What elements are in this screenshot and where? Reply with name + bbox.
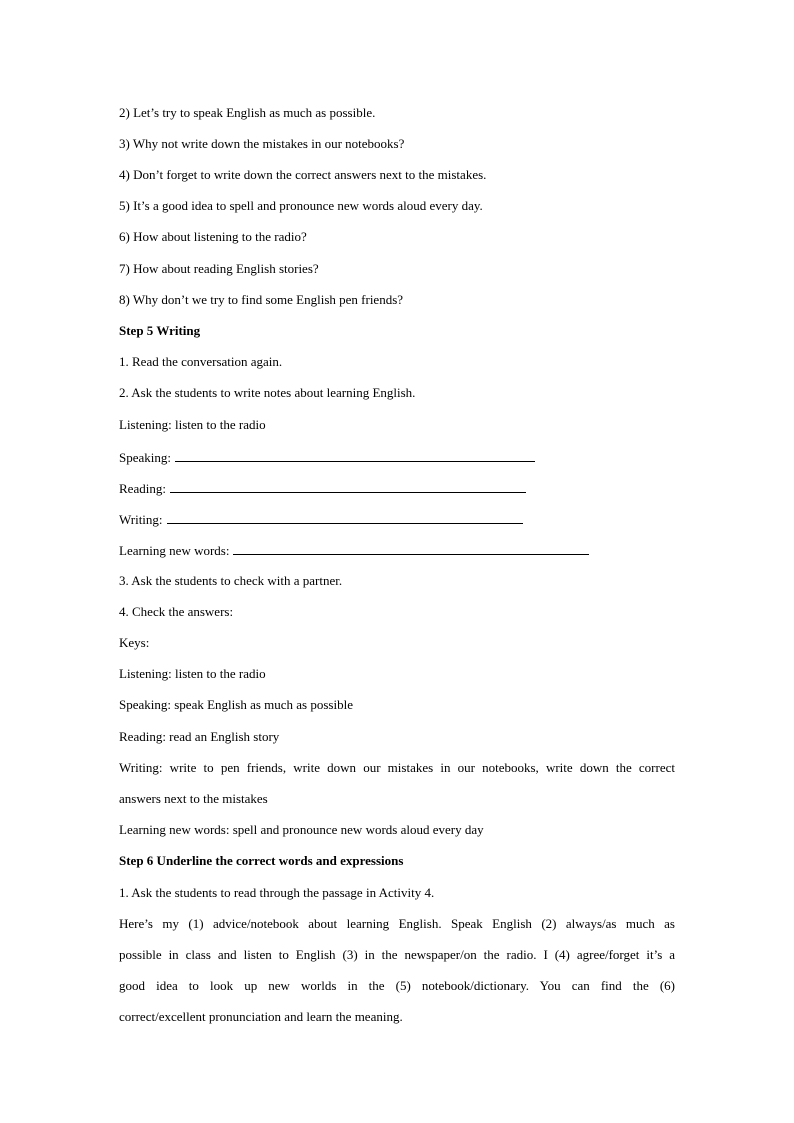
passage-line-4: correct/excellent pronunciation and learn the meaning.: [119, 1009, 403, 1024]
sentence-8: 8) Why don’t we try to find some English pen friends?: [119, 292, 404, 307]
speaking-blank-line: [175, 448, 535, 462]
sentence-2: 2) Let’s try to speak English as much as possible.: [119, 105, 376, 120]
notes-speaking-label: Speaking:: [119, 450, 171, 465]
learning-blank-line: [233, 541, 589, 555]
key-learning: Learning new words: spell and pronounce new words aloud every day: [119, 822, 484, 837]
passage-line-3: good idea to look up new worlds in the (5) notebook/dictionary. You can find the (6): [119, 978, 675, 993]
key-writing-line2: answers next to the mistakes: [119, 791, 268, 806]
notes-speaking-row: [119, 448, 675, 466]
notes-reading-row: [119, 479, 675, 497]
step5-item-4: 4. Check the answers:: [119, 604, 234, 619]
key-reading: Reading: read an English story: [119, 729, 280, 744]
step5-heading: Step 5 Writing: [119, 323, 201, 338]
step6-item-1: 1. Ask the students to read through the passage in Activity 4.: [119, 885, 435, 900]
notes-writing-label: Writing:: [119, 512, 163, 527]
writing-blank-line: [167, 510, 523, 524]
passage-line-2: possible in class and listen to English (3) in the newspaper/on the radio. I (4) agree/forget it’s a: [119, 947, 675, 962]
sentence-4: 4) Don’t forget to write down the correct answers next to the mistakes.: [119, 167, 487, 182]
sentence-7: 7) How about reading English stories?: [119, 261, 319, 276]
sentence-5: 5) It’s a good idea to spell and pronounce new words aloud every day.: [119, 198, 483, 213]
key-listening: Listening: listen to the radio: [119, 666, 266, 681]
sentence-3: 3) Why not write down the mistakes in our notebooks?: [119, 136, 405, 151]
notes-listening: Listening: listen to the radio: [119, 417, 266, 432]
keys-label: Keys:: [119, 635, 150, 650]
notes-learning-row: [119, 541, 675, 559]
notes-reading-label: Reading:: [119, 481, 166, 496]
reading-blank-line: [170, 479, 526, 493]
passage-line-1: Here’s my (1) advice/notebook about learning English. Speak English (2) always/as much as: [119, 916, 675, 931]
step5-item-2: 2. Ask the students to write notes about learning English.: [119, 385, 416, 400]
step5-item-1: 1. Read the conversation again.: [119, 354, 283, 369]
step6-heading: Step 6 Underline the correct words and expressions: [119, 853, 404, 868]
sentence-6: 6) How about listening to the radio?: [119, 229, 307, 244]
notes-learning-label: Learning new words:: [119, 543, 230, 558]
key-writing-line1: Writing: write to pen friends, write down our mistakes in our notebooks, write down the correct: [119, 760, 675, 775]
notes-writing-row: [119, 510, 675, 528]
step5-item-3: 3. Ask the students to check with a partner.: [119, 573, 343, 588]
key-speaking: Speaking: speak English as much as possible: [119, 697, 353, 712]
